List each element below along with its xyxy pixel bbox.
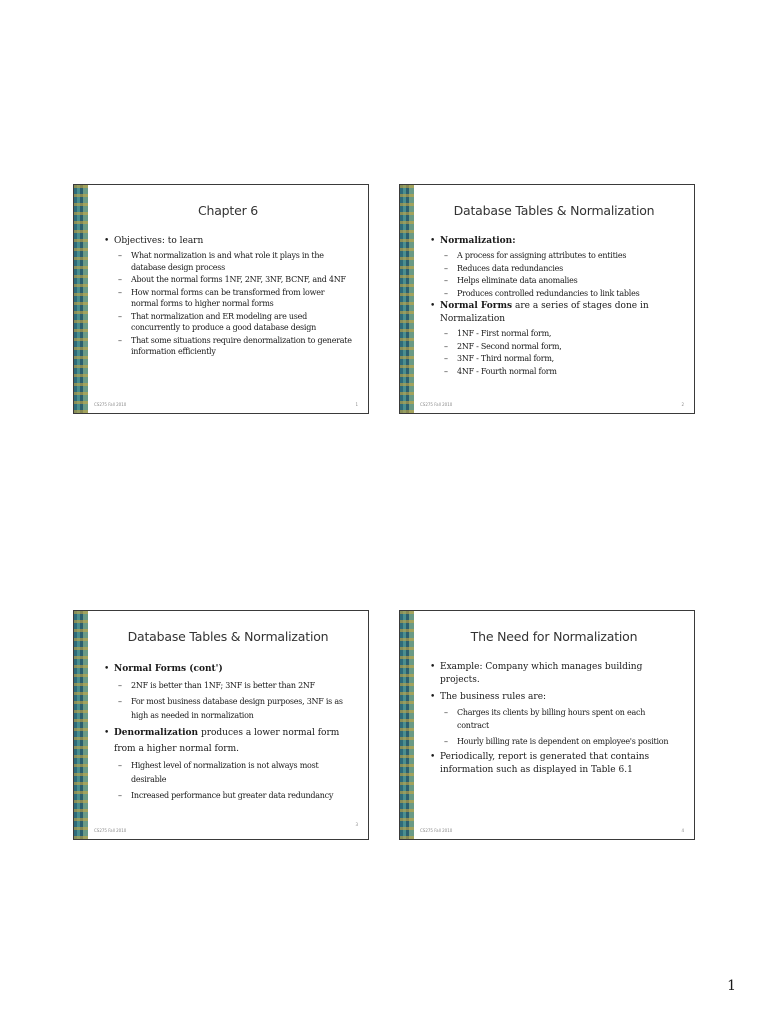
slide-decor-strip <box>400 611 414 839</box>
sub-bullet: – For most business database design purposes, 3NF is as high as needed in normalization <box>118 695 352 724</box>
slide-4 <box>399 610 695 840</box>
bullet: • Normal Forms (cont') <box>104 661 352 677</box>
bullet: • The business rules are: <box>430 691 678 704</box>
sub-bullet: – A process for assigning attributes to entities <box>444 250 678 262</box>
sub-bullet: – About the normal forms 1NF, 2NF, 3NF, BCNF, and 4NF <box>118 274 352 286</box>
sub-bullet: – 3NF - Third normal form, <box>444 353 678 365</box>
slide-title: Chapter 6 <box>197 203 259 218</box>
sub-bullet: – That normalization and ER modeling are used concurrently to produce a good database design <box>118 311 352 334</box>
slide-footer: CS275 Fall 2010 <box>94 402 127 407</box>
bullet: • Objectives: to learn <box>104 235 352 248</box>
sub-bullet: – Reduces data redundancies <box>444 263 678 275</box>
sub-bullet: – Produces controlled redundancies to link tables <box>444 288 678 300</box>
slide-decor-strip <box>400 185 414 413</box>
sub-bullet: – 1NF - First normal form, <box>444 328 678 340</box>
sub-bullet: – 2NF - Second normal form, <box>444 341 678 353</box>
slide-number: 3 <box>355 822 358 827</box>
sub-bullet: – How normal forms can be transformed from lower normal forms to higher normal forms <box>118 287 352 310</box>
slide-footer: CS275 Fall 2010 <box>420 828 453 833</box>
slide-title: The Need for Normalization <box>470 629 638 644</box>
slide-number: 1 <box>355 402 358 407</box>
slide-body <box>430 661 678 779</box>
sub-bullet: – What normalization is and what role it plays in the database design process <box>118 250 352 273</box>
slide-body <box>104 235 352 359</box>
slide-number: 2 <box>681 402 684 407</box>
sub-bullet: – Charges its clients by billing hours spent on each contract <box>444 706 678 732</box>
sub-bullet: – That some situations require denormalization to generate information efficiently <box>118 335 352 358</box>
slide-number: 4 <box>681 828 684 833</box>
bullet: • Normalization: <box>430 235 678 248</box>
slide-2 <box>399 184 695 414</box>
sub-bullet: – Hourly billing rate is dependent on employee's position <box>444 735 678 748</box>
slide-1 <box>73 184 369 414</box>
slide-decor-strip <box>74 611 88 839</box>
bullet: • Periodically, report is generated that contains information such as displayed in Table 6.1 <box>430 751 678 777</box>
sub-bullet: – 4NF - Fourth normal form <box>444 366 678 378</box>
sub-bullet: – 2NF is better than 1NF; 3NF is better than 2NF <box>118 679 352 694</box>
sub-bullet: – Helps eliminate data anomalies <box>444 275 678 287</box>
bullet: • Normal Forms are a series of stages done in Normalization <box>430 300 678 326</box>
slide-3 <box>73 610 369 840</box>
bullet: • Denormalization produces a lower normal form from a higher normal form. <box>104 725 352 757</box>
slide-title: Database Tables & Normalization <box>127 629 329 644</box>
page-number: 1 <box>727 978 736 994</box>
slide-footer: CS275 Fall 2010 <box>94 828 127 833</box>
sub-bullet: – Highest level of normalization is not always most desirable <box>118 759 352 788</box>
slide-decor-strip <box>74 185 88 413</box>
slide-footer: CS275 Fall 2010 <box>420 402 453 407</box>
slide-body <box>430 235 678 378</box>
slide-title: Database Tables & Normalization <box>453 203 655 218</box>
slide-body <box>104 661 352 804</box>
sub-bullet: – Increased performance but greater data redundancy <box>118 789 352 804</box>
bullet: • Example: Company which manages building projects. <box>430 661 678 687</box>
